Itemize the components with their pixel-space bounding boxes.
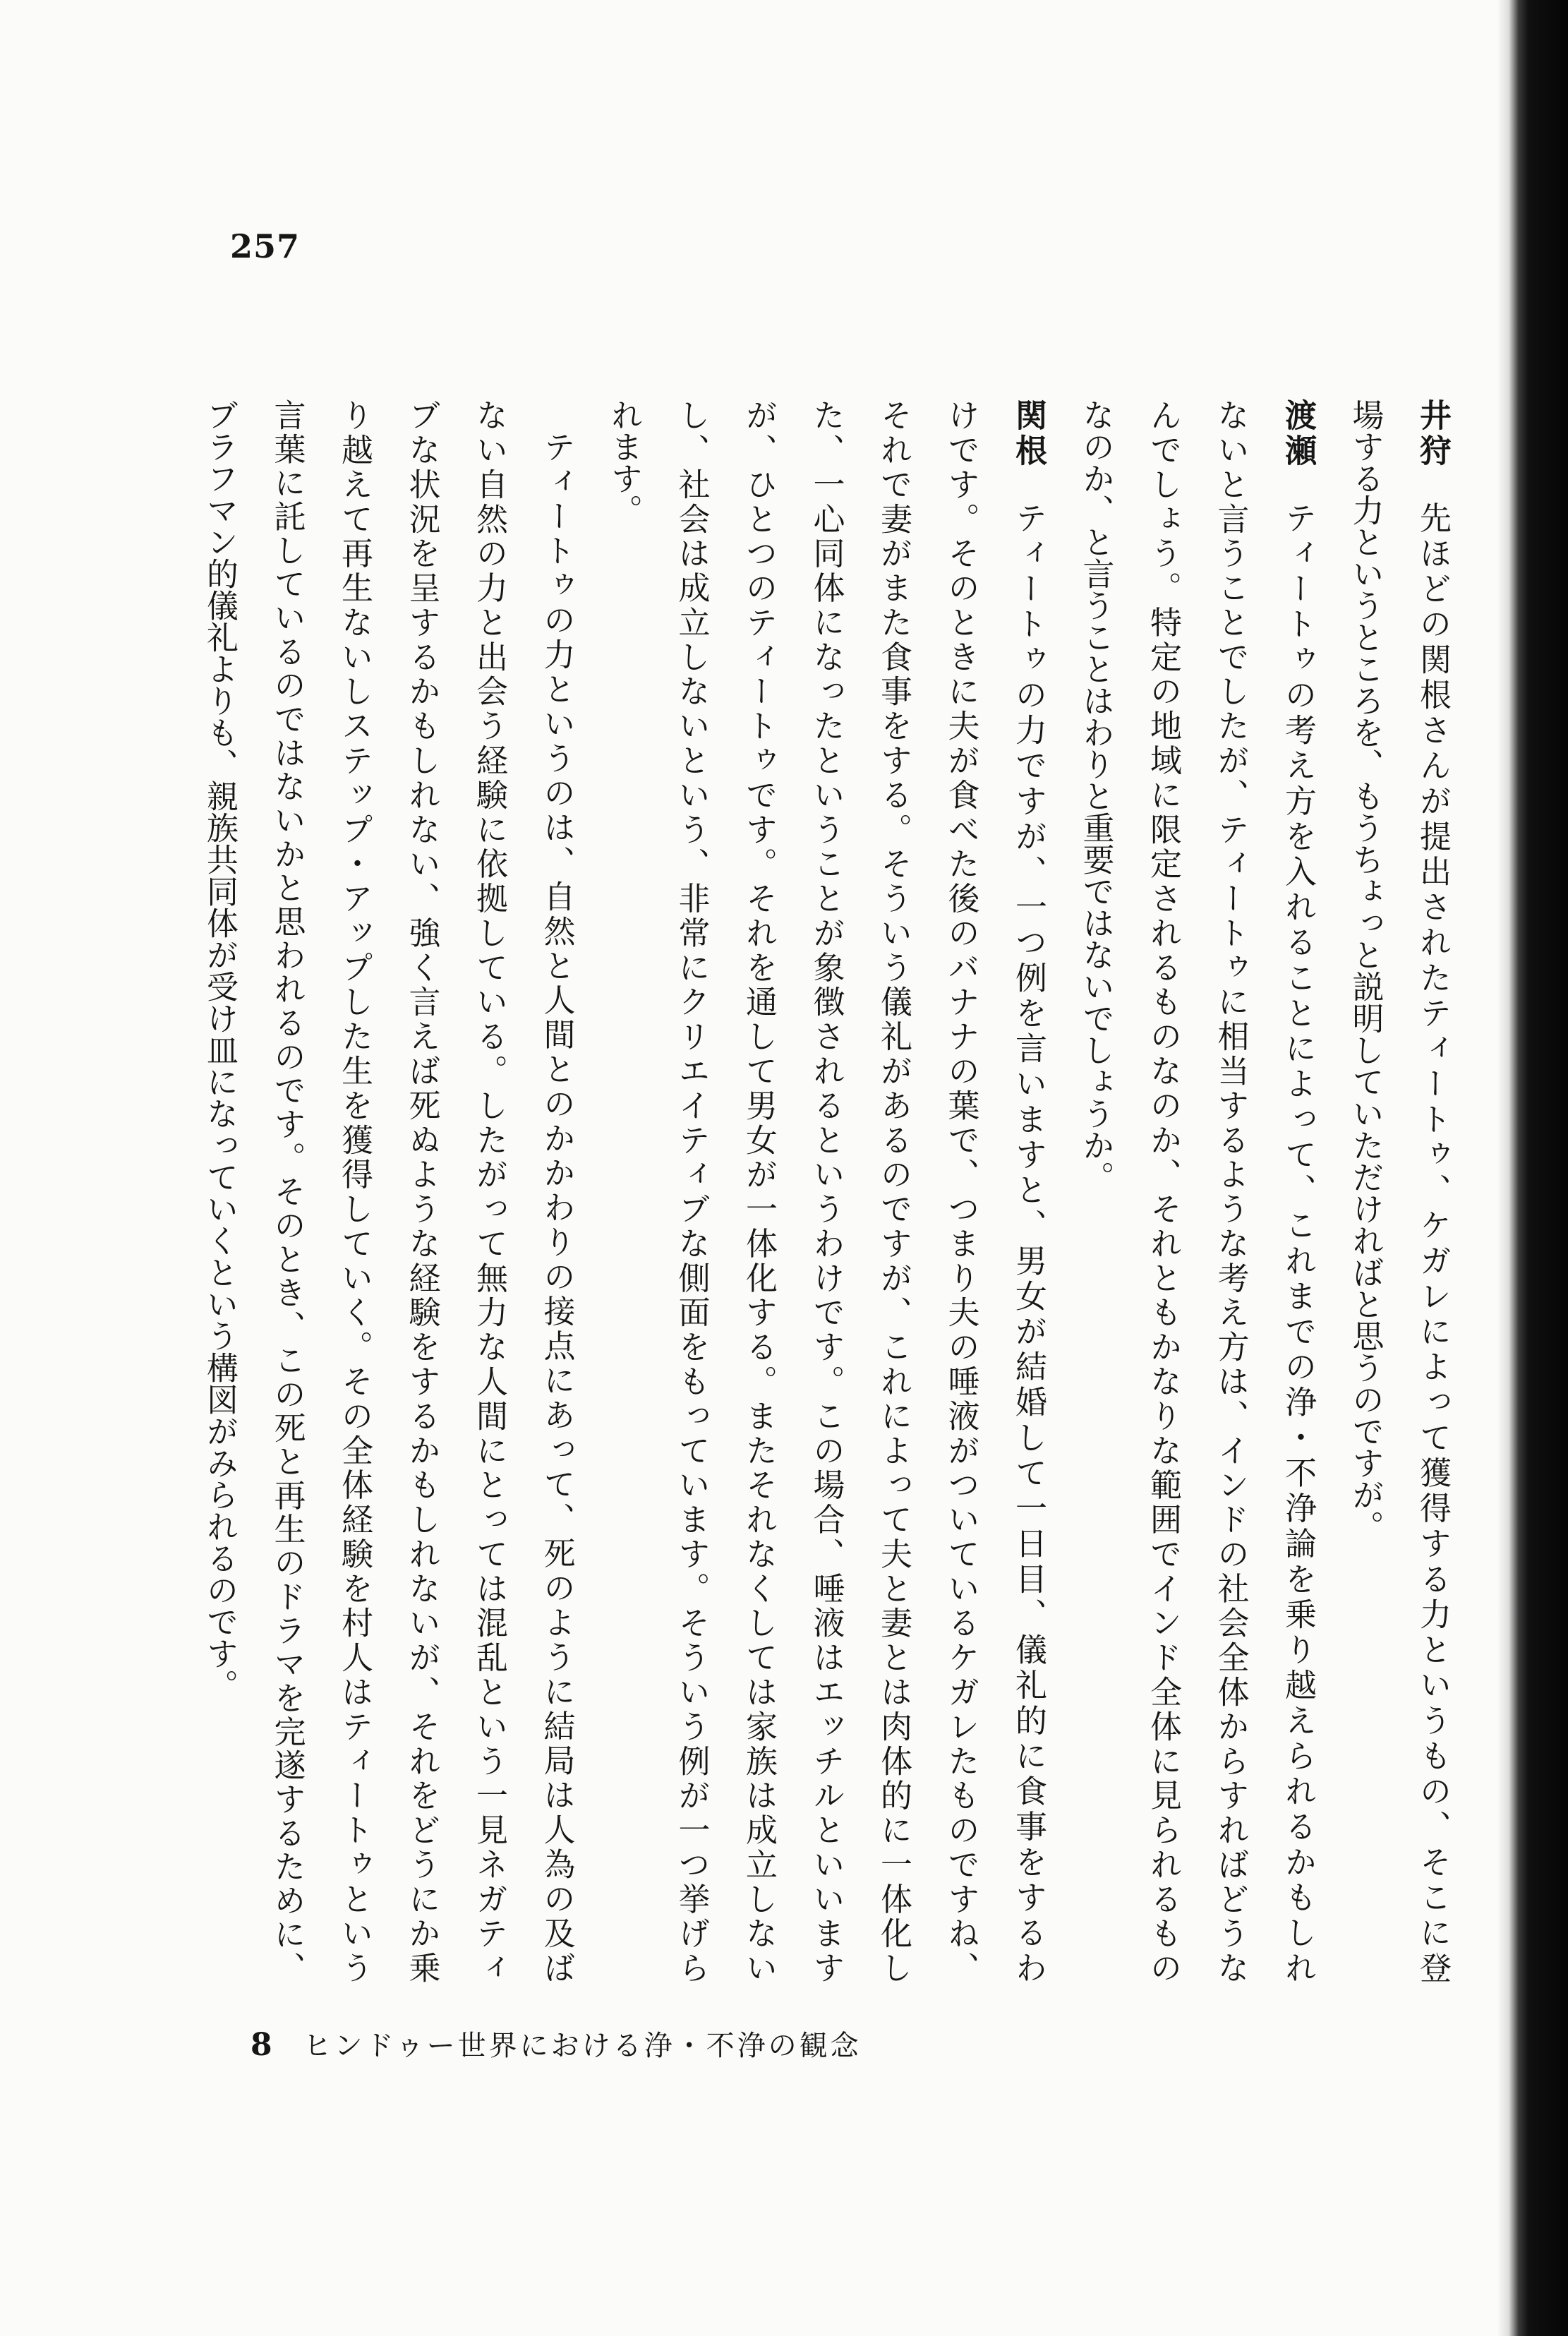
text-line <box>186 399 254 1983</box>
chapter-title: ヒンドゥー世界における浄・不浄の観念 <box>303 2030 862 2062</box>
text-line <box>388 399 456 1983</box>
text-line <box>591 399 658 1983</box>
line-text: ブな状況を呈するかもしれない、強く言えば死ぬような経験をするかもしれないが、それをどうにか乗 <box>403 399 441 1983</box>
line-text: 場する力というところを、もうちょっと説明していただければと思うのですが。 <box>1346 399 1385 1542</box>
body-text <box>186 399 1467 1983</box>
text-line <box>995 399 1063 1983</box>
speaker-name: 関根 <box>1010 399 1047 470</box>
page-number: 257 <box>230 227 301 265</box>
paragraph-sekine <box>591 399 1063 1983</box>
binding-shadow <box>1497 0 1568 2336</box>
line-text: それで妻がまた食事をする。そういう儀礼があるのですが、これによって夫と妻とは肉体的に一体化し <box>875 399 912 1983</box>
line-text: けです。そのときに夫が食べた後のバナナの葉で、つまり夫の唾液がついているケガレたものですね、 <box>942 399 980 1983</box>
line-text: れます。 <box>605 399 643 526</box>
line-text: ティートゥの力というのは、自然と人間とのかかわりの接点にあって、死のように結局は人為の及ば <box>538 431 576 1983</box>
line-text: ティートゥの力ですが、一つ例を言いますと、男女が結婚して一日目、儀礼的に食事をするわ <box>1010 501 1047 1983</box>
text-line <box>1265 399 1332 1983</box>
text-line <box>1332 399 1399 1983</box>
line-text: た、一心同体になったということが象徴されるというわけです。この場合、唾液はエッチルといいます <box>807 399 845 1983</box>
text-line <box>321 399 389 1983</box>
paragraph-igari <box>1332 399 1466 1983</box>
line-text: 先ほどの関根さんが提出されたティートゥ、ケガレによって獲得する力というもの、そこに登 <box>1414 501 1452 1983</box>
speaker-name: 渡瀬 <box>1279 399 1317 470</box>
line-text: り越えて再生ないしステップ・アップした生を獲得していく。その全体経験を村人はティートゥという <box>336 399 373 1983</box>
text-line <box>523 399 591 1983</box>
line-text: し、社会は成立しないという、非常にクリエイティブな側面をもっています。そういう例が一つ挙げら <box>673 399 711 1983</box>
text-line <box>658 399 725 1983</box>
text-line <box>860 399 928 1983</box>
paragraph-sekine-continued <box>186 399 591 1983</box>
line-text: が、ひとつのティートゥです。それを通して男女が一体化する。またそれなくしては家族は成立しない <box>740 399 778 1983</box>
running-footer <box>251 2027 862 2064</box>
paragraph-watase <box>1062 399 1332 1983</box>
text-line <box>456 399 524 1983</box>
line-text: ティートゥの考え方を入れることによって、これまでの浄・不浄論を乗り越えられるかもしれ <box>1279 501 1317 1983</box>
text-line <box>725 399 793 1983</box>
text-line <box>1399 399 1467 1983</box>
speaker-name: 井狩 <box>1414 399 1452 470</box>
line-text: んでしょう。特定の地域に限定されるものなのか、それともかなりな範囲でインド全体に見られるもの <box>1145 399 1182 1983</box>
line-text: 言葉に託しているのではないかと思われるのです。そのとき、この死と再生のドラマを完遂するために、 <box>268 399 306 1983</box>
text-line <box>792 399 860 1983</box>
chapter-number: 8 <box>251 2027 272 2063</box>
text-line <box>927 399 995 1983</box>
line-text: なのか、と言うことはわりと重要ではないでしょうか。 <box>1077 399 1115 1193</box>
text-line <box>1197 399 1265 1983</box>
line-text: ブラフマン的儀礼よりも、親族共同体が受け皿になっていくという構図がみられるのです。 <box>201 399 239 1701</box>
text-line <box>1130 399 1198 1983</box>
text-line <box>1062 399 1130 1983</box>
line-text: ないと言うことでしたが、ティートゥに相当するような考え方は、インドの社会全体からすればどうな <box>1212 399 1250 1983</box>
line-text: ない自然の力と出会う経験に依拠している。したがって無力な人間にとっては混乱という一見ネガティ <box>471 399 508 1983</box>
text-line <box>253 399 321 1983</box>
